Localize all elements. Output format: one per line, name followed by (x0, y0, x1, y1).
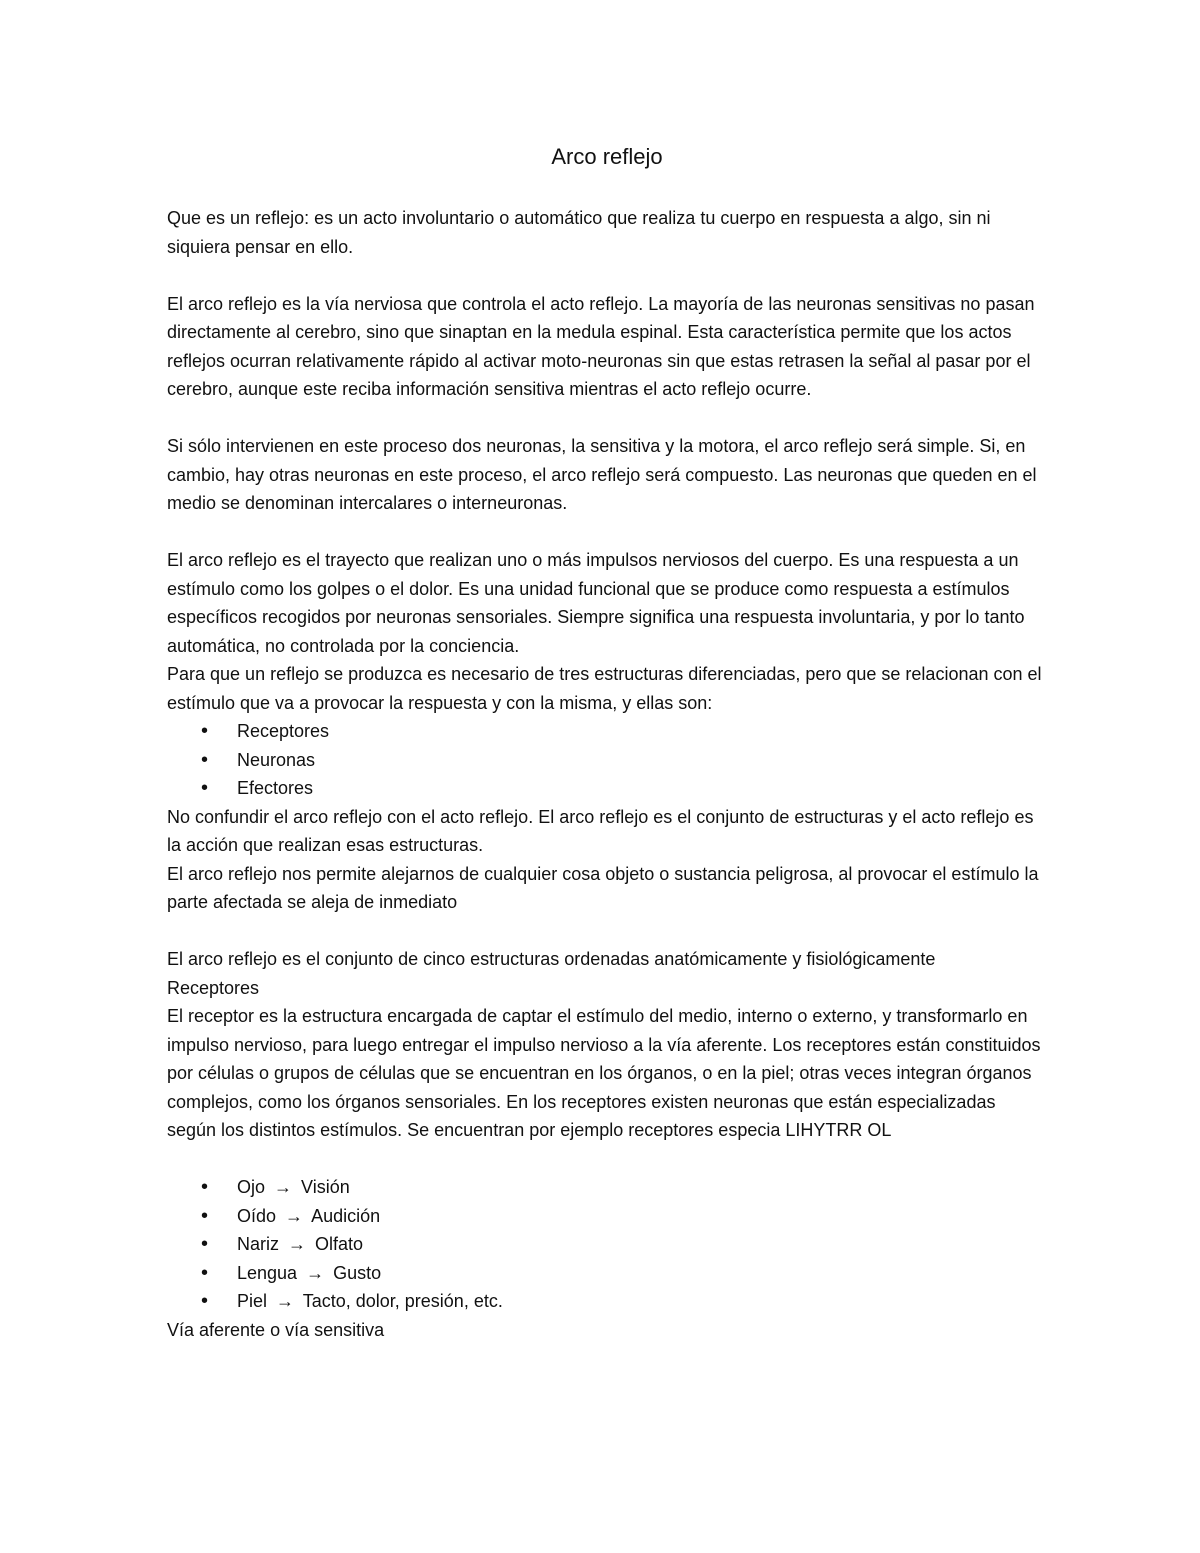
paragraph-cinco-estructuras: El arco reflejo es el conjunto de cinco estructuras ordenadas anatómicamente y fisiológicamente (167, 949, 936, 969)
organ-label: Ojo (237, 1177, 266, 1197)
paragraph-gap (167, 404, 1047, 433)
paragraph-alejarnos: El arco reflejo nos permite alejarnos de cualquier cosa objeto o sustancia peligrosa, al provocar el estímulo la parte afectada se aleja de inmediato (167, 863, 1039, 912)
list-item: • Receptores (167, 717, 1047, 746)
sense-label: Audición (311, 1205, 381, 1226)
section-heading-via-aferente: Vía aferente o vía sensitiva (167, 1319, 385, 1340)
list-item (167, 1259, 1047, 1288)
paragraph-simple-compuesto: Si sólo intervienen en este proceso dos neuronas, la sensitiva y la motora, el arco reflejo será simple. Si, en cambio, hay otras neuronas en este proceso, el arco reflejo será compuesto. Las neuronas que queden en el medio se denominan intercalares o interneuronas. (167, 436, 1037, 513)
paragraph-gap (167, 1145, 1047, 1174)
arrow-right-icon: → (306, 1262, 325, 1283)
paragraph-gap (167, 261, 1047, 290)
paragraph-gap (167, 518, 1047, 547)
organ-label: Nariz (237, 1234, 280, 1254)
paragraph-gap (167, 917, 1047, 946)
structures-list (167, 717, 1047, 803)
document-page (167, 140, 1047, 1344)
organ-label: Lengua (237, 1262, 298, 1283)
arrow-right-icon: → (274, 1177, 293, 1197)
paragraph-tres-estructuras: Para que un reflejo se produzca es necesario de tres estructuras diferenciadas, pero que se relacionan con el estímulo que va a provocar la respuesta y con la misma, y ellas son: (167, 664, 1042, 713)
arrow-right-icon: → (276, 1291, 295, 1311)
sense-label: Olfato (315, 1234, 364, 1254)
organ-label: Oído (237, 1205, 277, 1226)
paragraph-definition: Que es un reflejo: es un acto involuntario o automático que realiza tu cuerpo en respuesta a algo, sin ni siquiera pensar en ello. (167, 208, 991, 257)
paragraph-no-confundir: No confundir el arco reflejo con el acto reflejo. El arco reflejo es el conjunto de estructuras y el acto reflejo es la acción que realizan esas estructuras. (167, 806, 1034, 855)
list-item: • Neuronas (167, 746, 1047, 775)
list-item (167, 1202, 1047, 1231)
paragraph-arco-reflejo-via: El arco reflejo es la vía nerviosa que controla el acto reflejo. La mayoría de las neuronas sensitivas no pasan directamente al cerebro, sino que sinaptan en la medula espinal. Esta característica permite que los actos reflejos ocurran relativamente rápido al activar moto-neuronas sin que estas retrasen la señal al pasar por el cerebro, aunque este reciba información sensitiva mientras el acto reflejo ocurre. (167, 293, 1035, 399)
organ-label: Piel (237, 1291, 268, 1311)
list-item (167, 1230, 1047, 1259)
document-title: Arco reflejo (551, 144, 663, 169)
paragraph-trayecto: El arco reflejo es el trayecto que realizan uno o más impulsos nerviosos del cuerpo. Es una respuesta a un estímulo como los golpes o el dolor. Es una unidad funcional que se produce como respuesta a estímulos específicos recogidos por neuronas sensoriales. Siempre significa una respuesta involuntaria, y por lo tanto automática, no controlada por la conciencia. (167, 550, 1025, 656)
sense-label: Visión (301, 1177, 350, 1197)
sense-label: Gusto (333, 1262, 382, 1283)
arrow-right-icon: → (288, 1234, 307, 1254)
list-item (167, 1287, 1047, 1316)
list-item: • Efectores (167, 774, 1047, 803)
list-item (167, 1173, 1047, 1202)
paragraph-receptor: El receptor es la estructura encargada de captar el estímulo del medio, interno o externo, y transformarlo en impulso nervioso, para luego entregar el impulso nervioso a la vía aferente. Los receptores están constituidos por células o grupos de células que se encuentran en los órganos, o en la piel; otras veces integran órganos complejos, como los órganos sensoriales. En los receptores existen neuronas que están especializadas según los distintos estímulos. Se encuentran por ejemplo receptores especia LIHYTRR OL (167, 1006, 1041, 1140)
arrow-right-icon: → (285, 1205, 304, 1226)
sense-label: Tacto, dolor, presión, etc. (302, 1291, 503, 1311)
senses-list (167, 1173, 1047, 1316)
section-heading-receptores: Receptores (167, 977, 260, 998)
